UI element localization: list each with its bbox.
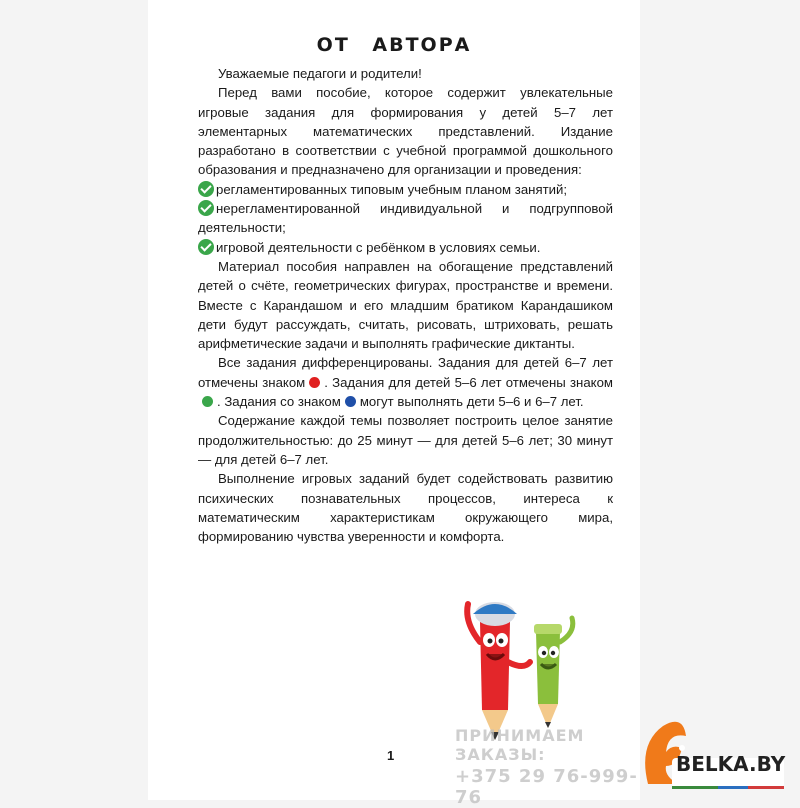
book-page [148,0,640,800]
differentiation-paragraph [198,353,613,411]
list-item-text: игровой деятельности с ребёнком в условиях семьи. [216,239,541,255]
check-circle-icon [198,200,214,216]
list-item [198,180,613,199]
list-item-text: регламентированных типовым учебным планом занятий; [216,181,568,197]
red-pencil-icon [467,602,530,740]
pencil-characters-illustration [458,592,588,742]
material-paragraph: Материал пособия направлен на обогащение представлений детей о счёте, геометрических фигурах, пространстве и времени. Вместе с Карандашом и его младшим братиком Карандашиком дети будут рассуждать, считать, рисовать, штриховать, решать арифметические задачи и выполнять графические диктанты. [198,258,613,352]
list-item [198,199,613,238]
green-dot-icon [202,396,213,407]
brand-logo [638,714,788,794]
diff-text-2: . Задания для детей 5–6 лет отмечены знаком [324,374,613,390]
watermark-phone: +375 29 76-999-76 [455,766,638,808]
brand-label: BELKA.BY [676,752,786,776]
check-circle-icon [198,239,214,255]
green-pencil-icon [534,618,573,728]
intro-paragraph: Перед вами пособие, которое содержит увлекательные игровые задания для формирования у детей 5–7 лет элементарных математических представлений. Издание разработано в соответствии с учебной программой дошкольного образования и предназначено для организации и проведения: [198,85,613,178]
list-item [198,238,613,257]
page-number: 1 [387,748,395,763]
red-dot-icon [309,377,320,388]
outcome-paragraph: Выполнение игровых заданий будет содействовать развитию психических познавательных процессов, интереса к математическим характеристикам окружающего мира, формированию чувства уверенности и комфорта. [198,471,613,545]
list-item-text: нерегламентированной индивидуальной и подгрупповой деятельности; [198,201,613,236]
diff-text-3: . Задания со знаком [217,394,341,410]
body-text [198,64,613,546]
blue-dot-icon [345,396,356,407]
diff-text-4: могут выполнять дети 5–6 и 6–7 лет. [359,394,584,410]
page-title: ОТ АВТОРА [316,34,472,56]
diff-text-1: Все задания дифференцированы. Задания для детей 6–7 лет отмечены знаком [198,355,613,390]
check-circle-icon [198,181,214,197]
greeting: Уважаемые педагоги и родители! [218,66,422,81]
watermark [455,726,655,808]
duration-paragraph: Содержание каждой темы позволяет построить целое занятие продолжительностью: до 25 минут — для детей 5–6 лет; 30 минут — для детей 6–7 лет. [198,413,613,467]
watermark-line-1: ПРИНИМАЕМ ЗАКАЗЫ: [455,726,585,764]
